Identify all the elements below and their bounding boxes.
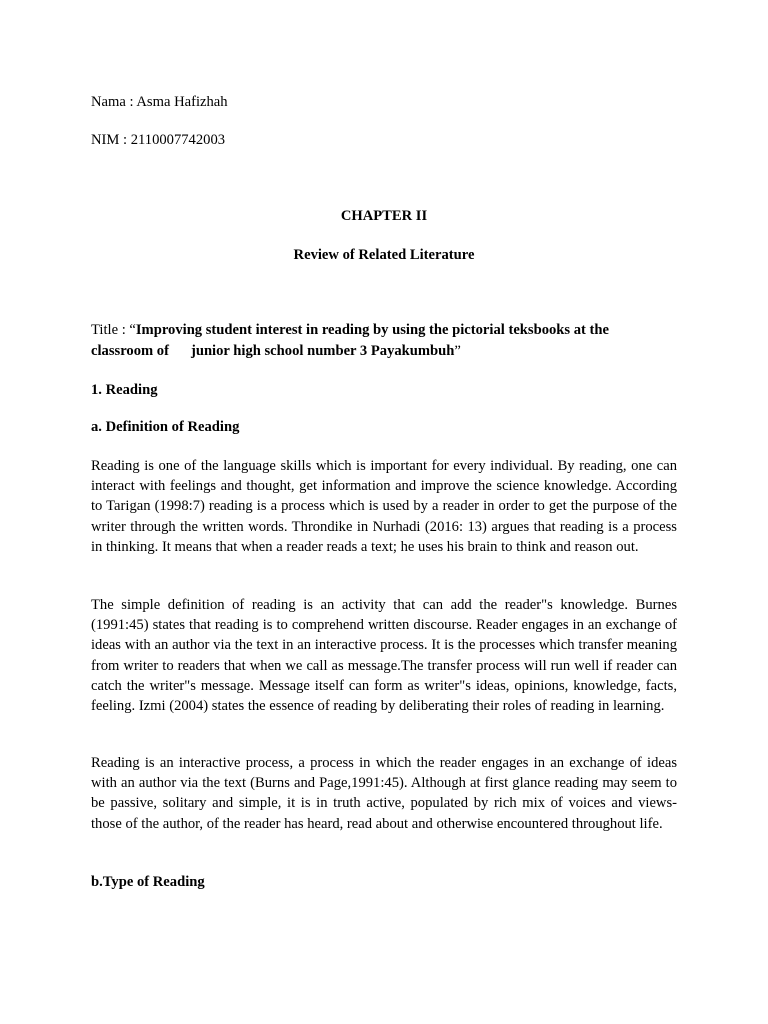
title-part-1: Improving student interest in reading by using the pictorial teksbooks at the [135, 322, 610, 338]
thesis-title [91, 320, 677, 362]
title-prefix: Title : “ [91, 322, 136, 338]
chapter-heading: Review of Related Literature [293, 247, 475, 263]
section-definition: a. Definition of Reading [91, 419, 240, 435]
paragraph-1: Reading is one of the language skills which is important for every individual. By reading, one can interact with feelings and thought, get information and improve the science knowledge. According to Tarigan (1998:7) reading is a process which is used by a reader in order to get the purpose of the writer through the written words. Throndike in Nurhadi (2016: 13) argues that reading is a process in thinking. It means that when a reader reads a text; he uses his brain to think and reason out. [91, 458, 677, 555]
title-part-2b: junior high school number 3 Payakumbuh [190, 343, 455, 359]
chapter-number: CHAPTER II [340, 208, 428, 224]
section-type: b.Type of Reading [91, 874, 205, 890]
section-reading: 1. Reading [91, 382, 158, 398]
title-suffix: ” [454, 343, 461, 359]
paragraph-2: The simple definition of reading is an activity that can add the reader"s knowledge. Burnes (1991:45) states that reading is to comprehend written discourse. Reader engages in an exchange of ideas with an author via the text in an interactive process. It is the processes which transfer meaning from writer to readers that when we call as message.The transfer process will run well if reader can catch the writer"s message. Message itself can form as writer"s ideas, opinions, knowledge, facts, feeling. Izmi (2004) states the essence of reading by deliberating their roles of reading in learning. [91, 597, 677, 715]
paragraph-3: Reading is an interactive process, a process in which the reader engages in an exchange of ideas with an author via the text (Burns and Page,1991:45). Although at first glance reading may seem to be passive, solitary and simple, it is in truth active, populated by rich mix of voices and views- those of the author, of the reader has heard, read about and otherwise encountered throughout life. [91, 755, 677, 832]
student-nim: NIM : 2110007742003 [91, 132, 226, 148]
student-name: Nama : Asma Hafizhah [91, 94, 228, 110]
title-part-2a: classroom of [91, 343, 169, 359]
